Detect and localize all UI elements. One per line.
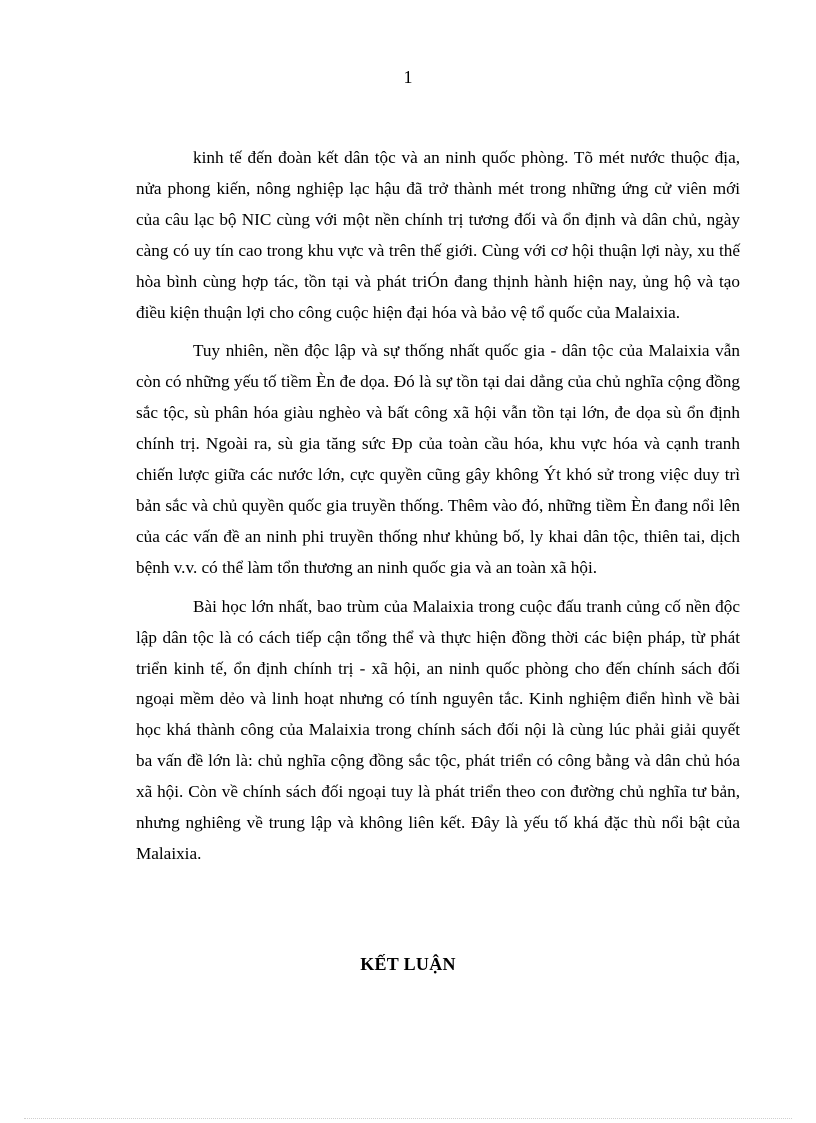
- section-heading: KẾT LUẬN: [360, 954, 456, 974]
- paragraph: kinh tế đến đoàn kết dân tộc và an ninh quốc phòng. Tõ mét nước thuộc địa, nửa phong kiến, nông nghiệp lạc hậu đã trở thành mét trong những ứng cử viên mới của câu lạc bộ NIC cùng với một nền chính trị tương đối và ổn định và dân chủ, ngày càng có uy tín cao trong khu vực và trên thế giới. Cùng với cơ hội thuận lợi này, xu thế hòa bình cùng hợp tác, tồn tại và phát triÓn đang thịnh hành hiện nay, ủng hộ và tạo điều kiện thuận lợi cho công cuộc hiện đại hóa và bảo vệ tổ quốc của Malaixia.: [136, 148, 740, 322]
- page-number: 1: [403, 67, 413, 87]
- paragraph: Tuy nhiên, nền độc lập và sự thống nhất quốc gia - dân tộc của Malaixia vẫn còn có những yếu tố tiềm Èn đe dọa. Đó là sự tồn tại dai dẳng của chủ nghĩa cộng đồng sắc tộc, sù phân hóa giàu nghèo và bất công xã hội vẫn tồn tại lớn, đe dọa sù ổn định chính trị. Ngoài ra, sù gia tăng sức Ðp của toàn cầu hóa, khu vực hóa và cạnh tranh chiến lược giữa các nước lớn, cực quyền cũng gây không Ýt khó sử trong việc duy trì bản sắc và chủ quyền quốc gia truyền thống. Thêm vào đó, những tiềm Èn đang nổi lên của các vấn đề an ninh phi truyền thống như khủng bố, ly khai dân tộc, thiên tai, dịch bệnh v.v. có thể làm tổn thương an ninh quốc gia và an toàn xã hội.: [136, 341, 740, 577]
- page-bottom-divider: [24, 1118, 792, 1119]
- paragraph: Bài học lớn nhất, bao trùm của Malaixia trong cuộc đấu tranh củng cố nền độc lập dân tộc là có cách tiếp cận tổng thể và thực hiện đồng thời các biện pháp, từ phát triển kinh tế, ổn định chính trị - xã hội, an ninh quốc phòng cho đến chính sách đối ngoại mềm dẻo và linh hoạt nhưng có tính nguyên tắc. Kinh nghiệm điển hình về bài học khá thành công của Malaixia trong chính sách đối nội là cùng lúc phải giải quyết ba vấn đề lớn là: chủ nghĩa cộng đồng sắc tộc, phát triển có công bằng và dân chủ hóa xã hội. Còn về chính sách đối ngoại tuy là phát triển theo con đường chủ nghĩa tư bản, nhưng nghiêng về trung lập và không liên kết. Đây là yếu tố khá đặc thù nổi bật của Malaixia.: [136, 596, 740, 863]
- body-text: [136, 143, 740, 870]
